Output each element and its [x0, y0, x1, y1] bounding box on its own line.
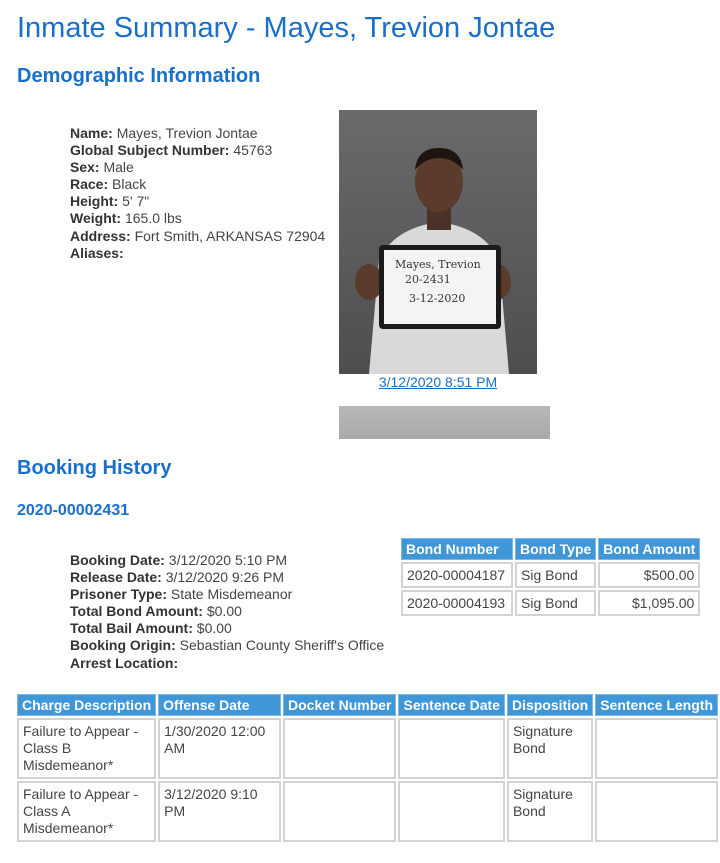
field-race: Race: Black [70, 176, 147, 193]
bond-number-cell: 2020-00004193 [401, 590, 513, 616]
field-weight: Weight: 165.0 lbs [70, 210, 182, 227]
sentence-date-cell [398, 718, 504, 779]
demographic-section-title: Demographic Information [17, 65, 261, 87]
col-sentence-date: Sentence Date [398, 694, 504, 716]
table-row [17, 718, 718, 779]
field-booking-origin: Booking Origin: Sebastian County Sheriff's Office [70, 637, 385, 654]
col-offense-date: Offense Date [158, 694, 281, 716]
field-booking-date: Booking Date: 3/12/2020 5:10 PM [70, 552, 288, 568]
field-aliases: Aliases: [70, 244, 124, 261]
mugshot-photo[interactable] [339, 110, 537, 374]
charge-description-cell: Failure to Appear - Class A Misdemeanor* [17, 781, 156, 842]
booking-history-section-title: Booking History [17, 457, 172, 479]
offense-date-cell: 1/30/2020 12:00 AM [158, 718, 281, 779]
bond-type-cell: Sig Bond [515, 590, 596, 616]
photo-timestamp-link[interactable]: 3/12/2020 8:51 PM [378, 374, 498, 390]
col-bond-type: Bond Type [515, 538, 596, 560]
table-row [401, 562, 700, 588]
field-name: Name: Mayes, Trevion Jontae [70, 125, 258, 141]
disposition-cell: Signature Bond [507, 718, 593, 779]
svg-text:3-12-2020: 3-12-2020 [409, 292, 466, 305]
charge-table [15, 692, 720, 844]
booking-number: 2020-00002431 [17, 502, 130, 519]
bond-type-cell: Sig Bond [515, 562, 596, 588]
bond-number-cell: 2020-00004187 [401, 562, 513, 588]
field-release-date: Release Date: 3/12/2020 9:26 PM [70, 569, 285, 586]
charge-table-header [17, 694, 718, 716]
col-bond-number: Bond Number [401, 538, 513, 560]
secondary-photo-thumbnail[interactable] [339, 406, 550, 439]
demographic-fields [70, 125, 325, 262]
mugshot-illustration [339, 110, 537, 374]
col-disposition: Disposition [507, 694, 593, 716]
field-address: Address: Fort Smith, ARKANSAS 72904 [70, 227, 326, 244]
disposition-cell: Signature Bond [507, 781, 593, 842]
sentence-length-cell [595, 718, 718, 779]
svg-text:Mayes, Trevion: Mayes, Trevion [395, 258, 481, 271]
charge-description-cell: Failure to Appear - Class B Misdemeanor* [17, 718, 156, 779]
field-total-bail-amount: Total Bail Amount: $0.00 [70, 620, 232, 637]
svg-text:20-2431: 20-2431 [405, 273, 451, 286]
bond-amount-cell: $1,095.00 [598, 590, 700, 616]
field-total-bond-amount: Total Bond Amount: $0.00 [70, 603, 242, 620]
bond-table-header [401, 538, 700, 560]
docket-number-cell [283, 781, 396, 842]
bond-table [399, 536, 702, 618]
booking-fields [70, 552, 384, 672]
field-global-subject-number: Global Subject Number: 45763 [70, 142, 273, 159]
sentence-length-cell [595, 781, 718, 842]
offense-date-cell: 3/12/2020 9:10 PM [158, 781, 281, 842]
bond-amount-cell: $500.00 [598, 562, 700, 588]
sentence-date-cell [398, 781, 504, 842]
table-row [401, 590, 700, 616]
col-sentence-length: Sentence Length [595, 694, 718, 716]
col-bond-amount: Bond Amount [598, 538, 700, 560]
col-charge-description: Charge Description [17, 694, 156, 716]
docket-number-cell [283, 718, 396, 779]
table-row [17, 781, 718, 842]
col-docket-number: Docket Number [283, 694, 396, 716]
field-height: Height: 5' 7" [70, 193, 150, 210]
field-sex: Sex: Male [70, 159, 134, 176]
page-title: Inmate Summary - Mayes, Trevion Jontae [17, 12, 556, 44]
field-arrest-location: Arrest Location: [70, 654, 179, 671]
field-prisoner-type: Prisoner Type: State Misdemeanor [70, 586, 293, 603]
